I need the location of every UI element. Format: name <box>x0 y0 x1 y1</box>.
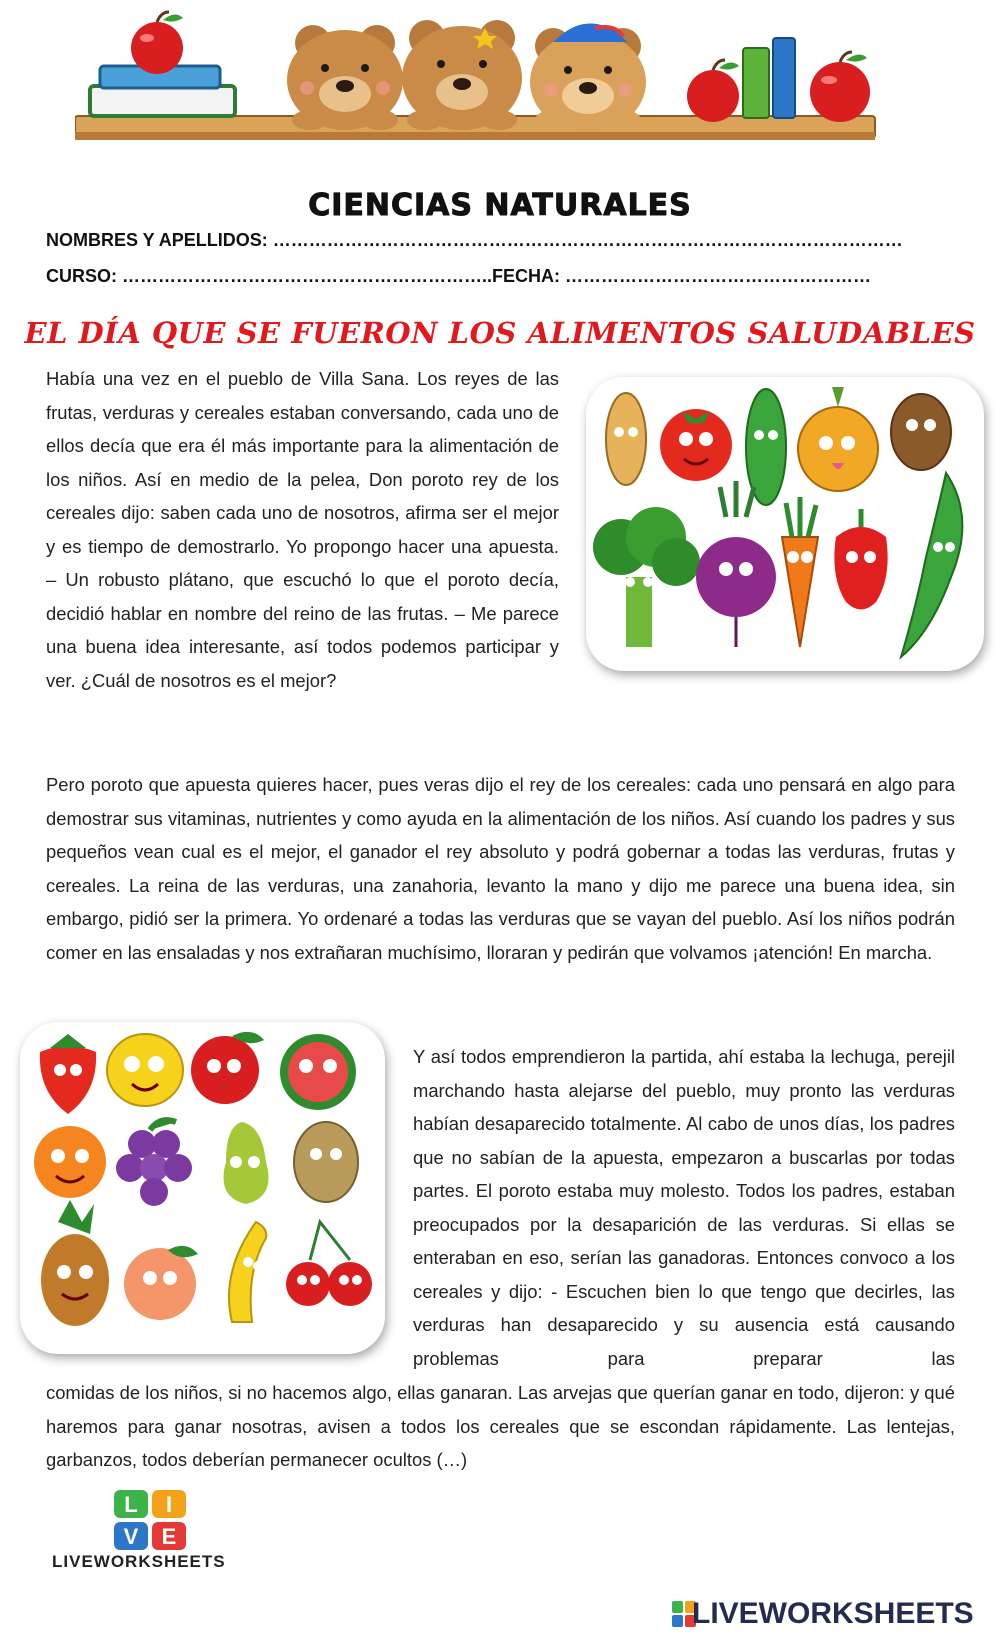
apple-icon <box>810 52 870 122</box>
bear-icon <box>402 20 522 130</box>
book-stack-icon <box>90 66 235 116</box>
cherries-icon <box>286 1222 372 1306</box>
book-stack-icon <box>743 38 795 118</box>
pineapple-icon <box>41 1200 109 1326</box>
carrot-icon <box>782 497 818 647</box>
logo-letter: V <box>123 1524 139 1549</box>
orange-icon <box>34 1126 106 1198</box>
pea-pod-icon <box>901 473 962 657</box>
watermelon-icon <box>280 1034 356 1110</box>
logo-letter: L <box>124 1492 138 1517</box>
bear-icon <box>530 23 646 132</box>
story-paragraph-4: comidas de los niños, si no hacemos algo, ellas ganaran. Las arvejas que querían ganar en todo, dijeron: y qué haremos para ganar nosotras, avisen a todos los cereales que se escondan rápidamente. Las lentejas, garbanzos, todos deberían permanecer ocultos (…) <box>46 1382 955 1470</box>
subject-title: CIENCIAS NATURALES <box>308 188 692 223</box>
strawberry-icon <box>40 1034 96 1114</box>
story-paragraph-2: Pero poroto que apuesta quieres hacer, pues veras dijo el rey de los cereales: cada uno pensará en algo para demostrar sus vitaminas, nutrientes y como ayuda en la alimentación de los niños. Así cuando los padres y sus pequeños vean cual es el mejor, el ganador el rey absoluto y podrá gobernar a todas las verduras, frutas y cereales. La reina de las verduras, una zanahoria, levanto la mano y dijo me parece una buena idea, sin embargo, pidió ser la primera. Yo ordenaré a todas las verduras que se vayan del pueblo. Así los niños podrán comer en las ensaladas y nos extrañaran muchísimo, lloraran y pedirán que volvamos ¡atención! En marcha. <box>46 774 955 963</box>
names-field: NOMBRES Y APELLIDOS: …………………………………………………………………………………………… <box>46 230 903 250</box>
apple-icon <box>191 1032 264 1104</box>
fruits-image <box>20 1022 385 1354</box>
logo-letter: E <box>161 1524 177 1549</box>
logo-letter-tiles <box>114 1490 186 1550</box>
pepper-icon <box>834 509 887 610</box>
vegetables-image <box>586 377 984 671</box>
logo-letter: I <box>165 1492 173 1517</box>
apple-icon <box>131 12 183 74</box>
lemon-icon <box>107 1034 183 1106</box>
logo-caption: LIVEWORKSHEETS <box>52 1552 226 1571</box>
bear-icon <box>287 25 403 130</box>
course-date-field: CURSO: ……………………………………………………..FECHA: …………………………………………… <box>46 266 871 286</box>
kiwi-icon <box>294 1122 358 1202</box>
header-banner <box>75 8 925 148</box>
banana-icon <box>229 1222 266 1322</box>
potato-icon <box>891 394 951 470</box>
grapes-icon <box>116 1120 192 1206</box>
story-title: EL DÍA QUE SE FUERON LOS ALIMENTOS SALUDABLES <box>24 316 976 350</box>
onion-icon <box>798 387 878 491</box>
beet-icon <box>696 481 776 647</box>
pear-icon <box>224 1122 269 1204</box>
tomato-icon <box>660 409 732 481</box>
liveworksheets-logo <box>52 1490 272 1590</box>
broccoli-icon <box>593 507 700 647</box>
apple-icon <box>687 60 739 122</box>
story-paragraph-3: Y así todos emprendieron la partida, ahí estaba la lechuga, perejil marchando hasta alejarse del pueblo, muy pronto las verduras habían desaparecido totalmente. Al cabo de unos días, los padres que no sabían de la apuesta, empezaron a buscarlas por todas partes. El poroto estaba muy molesto. Todos los padres, estaban preocupados por la desaparición de las verduras. Si ellas se enteraban en eso, serían las ganadoras. Entonces convoco a los cereales y dijo: - Escuchen bien lo que tengo que decirles, las verduras han desaparecido y su ausencia está causando problemas para preparar las <box>413 1046 955 1369</box>
story-paragraph-1: Había una vez en el pueblo de Villa Sana. Los reyes de las frutas, verduras y cereales estaban conversando, cada uno de ellos decía que era él más importante para la alimentación de los niños. Así en medio de la pelea, Don poroto rey de los cereales dijo: saben cada uno de nosotros, afirma ser el mejor y es tiempo de demostrarlo. Yo propongo hacer una apuesta. – Un robusto plátano, que escuchó lo que el poroto decía, decidió hablar en nombre del reino de las frutas. – Me parece una buena idea interesante, así todos podemos participar y ver. ¿Cuál de nosotros es el mejor? <box>46 368 559 691</box>
peach-icon <box>124 1246 198 1320</box>
peanut-icon <box>606 393 646 485</box>
footer-brand[interactable]: LIVEWORKSHEETS <box>692 1597 974 1630</box>
